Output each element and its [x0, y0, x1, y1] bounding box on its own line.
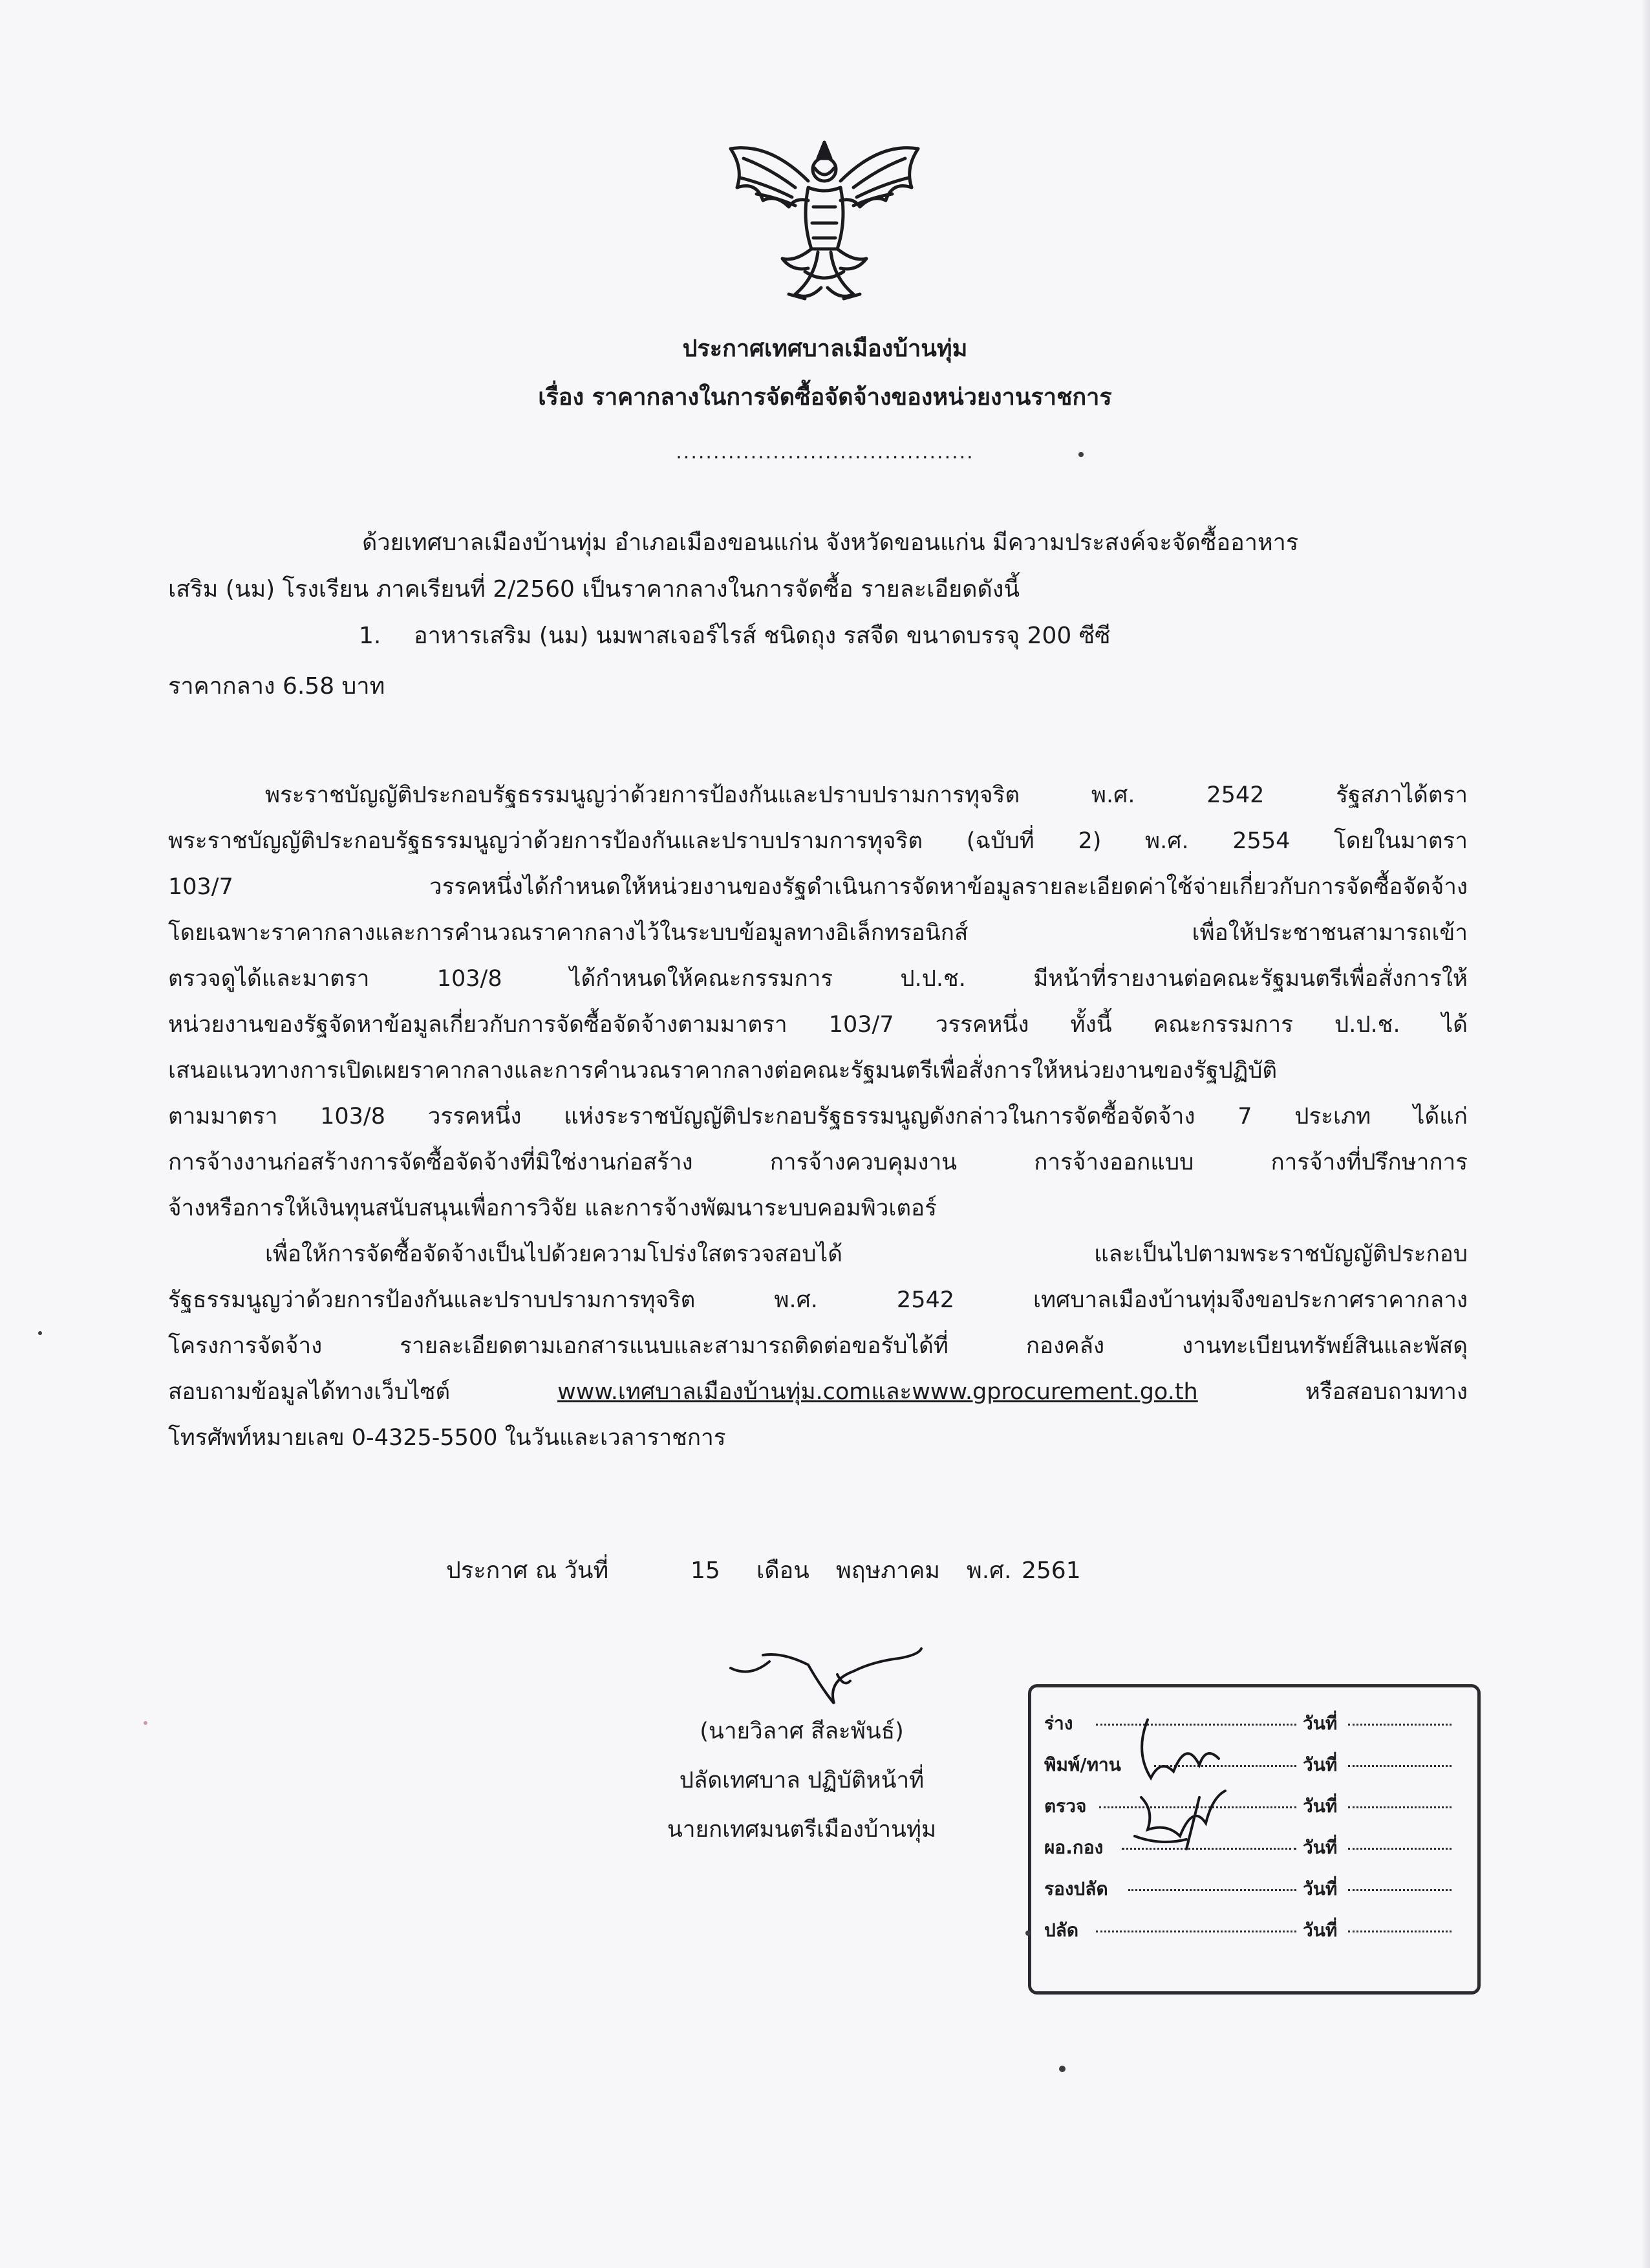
- price-line: ราคากลาง 6.58 บาท: [168, 673, 385, 700]
- body1-line: จ้างหรือการให้เงินทุนสนับสนุนเพื่อการวิจัย และการจ้างพัฒนาระบบคอมพิวเตอร์: [168, 1195, 937, 1221]
- intro-line-2: เสริม (นม) โรงเรียน ภาคเรียนที่ 2/2560 เป็นราคากลางในการจัดซื้อ รายละเอียดดังนี้: [168, 576, 1020, 603]
- body1-line: เสนอแนวทางการเปิดเผยราคากลางและการคำนวณราคากลางต่อคณะรัฐมนตรีเพื่อสั่งการให้หน่วยงานของรัฐปฏิบัติ: [168, 1058, 1278, 1084]
- body1-line: หน่วยงานของรัฐจัดหาข้อมูลเกี่ยวกับการจัดซื้อจัดจ้างตามมาตรา 103/7 วรรคหนึ่ง ทั้งนี้ คณะกรรมการ ป.ป.ช. ได้: [168, 1012, 1468, 1038]
- stamp-day-label: วันที่: [1303, 1713, 1338, 1734]
- body1-line: พระราชบัญญัติประกอบรัฐธรรมนูญว่าด้วยการป้องกันและปราบปรามการทุจริต (ฉบับที่ 2) พ.ศ. 2554 โดยในมาตรา: [168, 828, 1468, 854]
- body2-line: โครงการจัดจ้าง รายละเอียดตามเอกสารแนบและสามารถติดต่อขอรับได้ที่ กองคลัง งานทะเบียนทรัพย์สินและพัสดุ: [168, 1333, 1468, 1359]
- stamp-row-label: ตรวจ: [1044, 1795, 1087, 1817]
- signer-position: ปลัดเทศบาล ปฏิบัติหน้าที่: [679, 1768, 925, 1793]
- stamp-row-label: รองปลัด: [1044, 1878, 1108, 1899]
- document-subject: เรื่อง ราคากลางในการจัดซื้อจัดจ้างของหน่วยงานราชการ: [538, 384, 1112, 411]
- stamp-day-label: วันที่: [1303, 1837, 1338, 1858]
- announce-prefix: ประกาศ ณ วันที่: [446, 1557, 609, 1584]
- item-number: 1.: [359, 623, 381, 649]
- body2-line: เพื่อให้การจัดซื้อจัดจ้างเป็นไปด้วยความโปร่งใสตรวจสอบได้ และเป็นไปตามพระราชบัญญัติประกอบ: [265, 1241, 1468, 1267]
- announce-month-label: เดือน: [756, 1557, 809, 1584]
- stamp-day-label: วันที่: [1303, 1754, 1338, 1775]
- signer-name: (นายวิลาศ สีละพันธ์): [700, 1718, 904, 1744]
- stamp-day-label: วันที่: [1303, 1795, 1338, 1817]
- announce-day: 15: [691, 1557, 720, 1584]
- stamp-day-label: วันที่: [1303, 1920, 1338, 1941]
- announce-month: พฤษภาคม: [836, 1557, 941, 1584]
- signer-role: นายกเทศมนตรีเมืองบ้านทุ่ม: [667, 1817, 937, 1843]
- stamp-row-label: ปลัด: [1044, 1920, 1079, 1941]
- intro-line-1: ด้วยเทศบาลเมืองบ้านทุ่ม อำเภอเมืองขอนแก่น จังหวัดขอนแก่น มีความประสงค์จะจัดซื้ออาหาร: [362, 530, 1299, 556]
- announce-year-label: พ.ศ.: [967, 1557, 1012, 1584]
- stamp-day-label: วันที่: [1303, 1878, 1338, 1899]
- body1-line: พระราชบัญญัติประกอบรัฐธรรมนูญว่าด้วยการป้องกันและปราบปรามการทุจริต พ.ศ. 2542 รัฐสภาได้ตรา: [265, 782, 1468, 808]
- stamp-row-label: ผอ.กอง: [1044, 1837, 1104, 1858]
- body1-line: ตรวจดูได้และมาตรา 103/8 ได้กำหนดให้คณะกรรมการ ป.ป.ช. มีหน้าที่รายงานต่อคณะรัฐมนตรีเพื่อสั่งการให้: [168, 966, 1468, 992]
- body2-line4-suffix: หรือสอบถามทาง: [1197, 1379, 1468, 1405]
- document-title: ประกาศเทศบาลเมืองบ้านทุ่ม: [682, 336, 968, 362]
- stamp-row-label: พิมพ์/ทาน: [1044, 1754, 1121, 1775]
- title-separator: ........................................: [676, 441, 974, 464]
- body1-line: ตามมาตรา 103/8 วรรคหนึ่ง แห่งระราชบัญญัติประกอบรัฐธรรมนูญดังกล่าวในการจัดซื้อจัดจ้าง 7 ประเภท ได้แก่: [168, 1104, 1468, 1129]
- announce-year: 2561: [1022, 1557, 1081, 1584]
- body2-line: โทรศัพท์หมายเลข 0-4325-5500 ในวันและเวลาราชการ: [168, 1425, 726, 1451]
- website-link[interactable]: www.เทศบาลเมืองบ้านทุ่ม.comและwww.gprocurement.go.th: [557, 1379, 1198, 1405]
- body1-line: การจ้างงานก่อสร้างการจัดซื้อจัดจ้างที่มิใช่งานก่อสร้าง การจ้างควบคุมงาน การจ้างออกแบบ การจ้างที่ปรึกษาการ: [168, 1150, 1468, 1175]
- body2-line4-prefix: สอบถามข้อมูลได้ทางเว็บไซต์: [168, 1379, 558, 1405]
- body1-line: โดยเฉพาะราคากลางและการคำนวณราคากลางไว้ในระบบข้อมูลทางอิเล็กทรอนิกส์ เพื่อให้ประชาชนสามารถเข้า: [168, 920, 1468, 946]
- body2-line: รัฐธรรมนูญว่าด้วยการป้องกันและปราบปรามการทุจริต พ.ศ. 2542 เทศบาลเมืองบ้านทุ่มจึงขอประกาศราคากลาง: [168, 1287, 1468, 1313]
- stamp-row-label: ร่าง: [1044, 1713, 1073, 1734]
- body1-line: 103/7 วรรคหนึ่งได้กำหนดให้หน่วยงานของรัฐดำเนินการจัดหาข้อมูลรายละเอียดค่าใช้จ่ายเกี่ยวกับการจัดซื้อจัดจ้าง: [168, 874, 1468, 900]
- item-text: อาหารเสริม (นม) นมพาสเจอร์ไรส์ ชนิดถุง รสจืด ขนาดบรรจุ 200 ซีซี: [414, 623, 1111, 649]
